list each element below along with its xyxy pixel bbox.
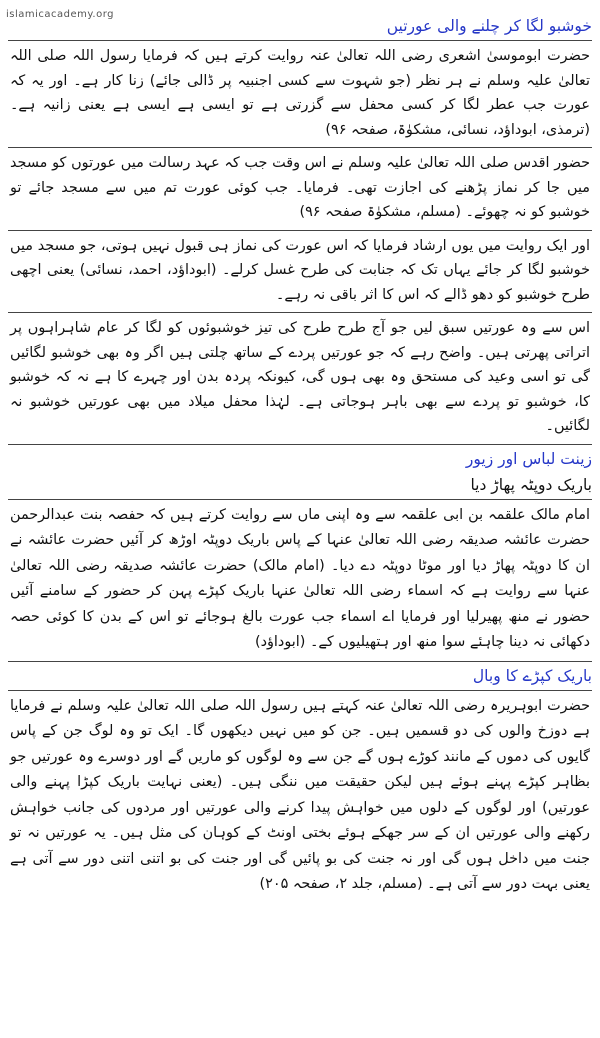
paragraph: امام مالک علقمہ بن ابی علقمہ سے وہ اپنی ماں سے روایت کرتے ہیں کہ حفصہ بنت عبدالرحمن حضرت عائشہ صدیقہ رضی اللہ تعالیٰ عنہا کے پاس باریک دوپٹہ اوڑھ کر آئیں حضرت عائشہ نے ان کا دوپٹہ پھاڑ دیا اور موٹا دوپٹہ دے دیا۔ (امام مالک) حضرت عائشہ صدیقہ رضی اللہ تعالیٰ عنہا سے روایت ہے کہ اسماء رضی اللہ تعالیٰ عنہا باریک کپڑے پہن کر حضور کے سامنے آئیں حضور نے منھ پھیرلیا اور فرمایا اے اسماء جب عورت بالغ ہوجائے تو اس کے بدن کا کوئی حصہ دکھائی نہ دینا چاہئے سوا منھ اور ہتھیلیوں کے۔ (ابوداؤد) xyxy=(10,506,590,650)
divider xyxy=(8,230,592,231)
divider xyxy=(8,40,592,41)
paragraph: اور ایک روایت میں یوں ارشاد فرمایا کہ اس عورت کی نماز ہی قبول نہیں ہوتی، جو مسجد میں خوشبو لگا کر جائے یہاں تک کہ جنابت کی طرح غسل کرلے۔ (ابوداؤد، احمد، نسائی) یعنی اچھی طرح خوشبو کو دھو ڈالے کہ اس کا اثر باقی نہ رہے۔ xyxy=(10,237,590,303)
site-watermark: islamicacademy.org xyxy=(6,9,114,20)
divider xyxy=(8,690,592,691)
section-subtitle: باریک دوپٹہ پھاڑ دیا xyxy=(470,475,592,494)
divider xyxy=(8,147,592,148)
divider xyxy=(8,499,592,500)
document-page xyxy=(8,12,592,901)
paragraph: حضرت ابوموسیٰ اشعری رضی اللہ تعالیٰ عنہ روایت کرتے ہیں کہ فرمایا رسول اللہ صلی اللہ تعالیٰ علیہ وسلم نے ہر نظر (جو شہوت سے کسی اجنبیہ پر ڈالی جائے) زنا کار ہے۔ اور یہ کہ عورت جب عطر لگا کر کسی محفل سے گزرتی ہے تو ایسی ہے ایسی ہے یعنی زانیہ ہے۔ (ترمذی، ابوداؤد، نسائی، مشکوٰۃ، صفحہ ۹۶) xyxy=(10,48,590,138)
divider xyxy=(8,661,592,662)
divider xyxy=(8,312,592,313)
paragraph: اس سے وہ عورتیں سبق لیں جو آج طرح طرح کی تیز خوشبوئوں کو لگا کر عام شاہراہوں پر اتراتی پھرتی ہیں۔ واضح رہے کہ جو عورتیں پردے کے ساتھ چلتی ہیں اگر وہ بھی خوشبو لگائیں گی تو اسی وعید کی مستحق وہ بھی ہوں گی، کیونکہ پردہ بدن اور چہرے کا ہے نہ کہ خوشبو کا، خوشبو تو پردے سے بھی باہر ہوجاتی ہے۔ لہٰذا محفل میلاد میں بھی عورتیں خوشبو نہ لگائیں۔ xyxy=(10,320,590,434)
section-title-thin-clothes: باریک کپڑے کا وبال xyxy=(472,666,592,685)
section-title-perfume: خوشبو لگا کر چلنے والی عورتیں xyxy=(386,17,592,35)
divider xyxy=(8,444,592,445)
paragraph: حضور اقدس صلی اللہ تعالیٰ علیہ وسلم نے اس وقت جب کہ عہد رسالت میں عورتوں کو مسجد میں جا کر نماز پڑھنے کی اجازت تھی۔ فرمایا۔ جب کوئی عورت تم میں سے مسجد جائے تو خوشبو کو نہ چھوئے۔ (مسلم، مشکوٰۃ صفحہ ۹۶) xyxy=(10,155,590,220)
paragraph: حضرت ابوہریرہ رضی اللہ تعالیٰ عنہ کہتے ہیں رسول اللہ صلی اللہ تعالیٰ علیہ وسلم نے فرمایا ہے دوزخ والوں کی دو قسمیں ہیں۔ جن کو میں نہیں دیکھوں گا۔ ایک تو وہ لوگ جن کے پاس گایوں کی دموں کے مانند کوڑے ہوں گے جن سے وہ لوگوں کو ماریں گے اور دوسرے وہ عورتیں جو بظاہر کپڑے پہنے ہوئے ہیں لیکن حقیقت میں ننگی ہیں۔ (یعنی نہایت باریک کپڑا پہنے والی عورتیں) اور لوگوں کے دلوں میں خواہش پیدا کرنے والی عورتیں اور مردوں کی جانب خواہش رکھنے والی عورتیں ان کے سر جھکے ہوئے بختی اونٹ کے کوہان کی مثل ہیں۔ یہ عورتیں نہ تو جنت میں داخل ہوں گی اور نہ جنت کی بو پائیں گی اور جنت کی بو اتنی اتنی دور سے آتی ہے یعنی بہت دور سے آتی ہے۔ (مسلم، جلد ۲، صفحہ ۲۰۵) xyxy=(10,697,590,892)
section-title-adornment: زینت لباس اور زیور xyxy=(465,449,592,468)
